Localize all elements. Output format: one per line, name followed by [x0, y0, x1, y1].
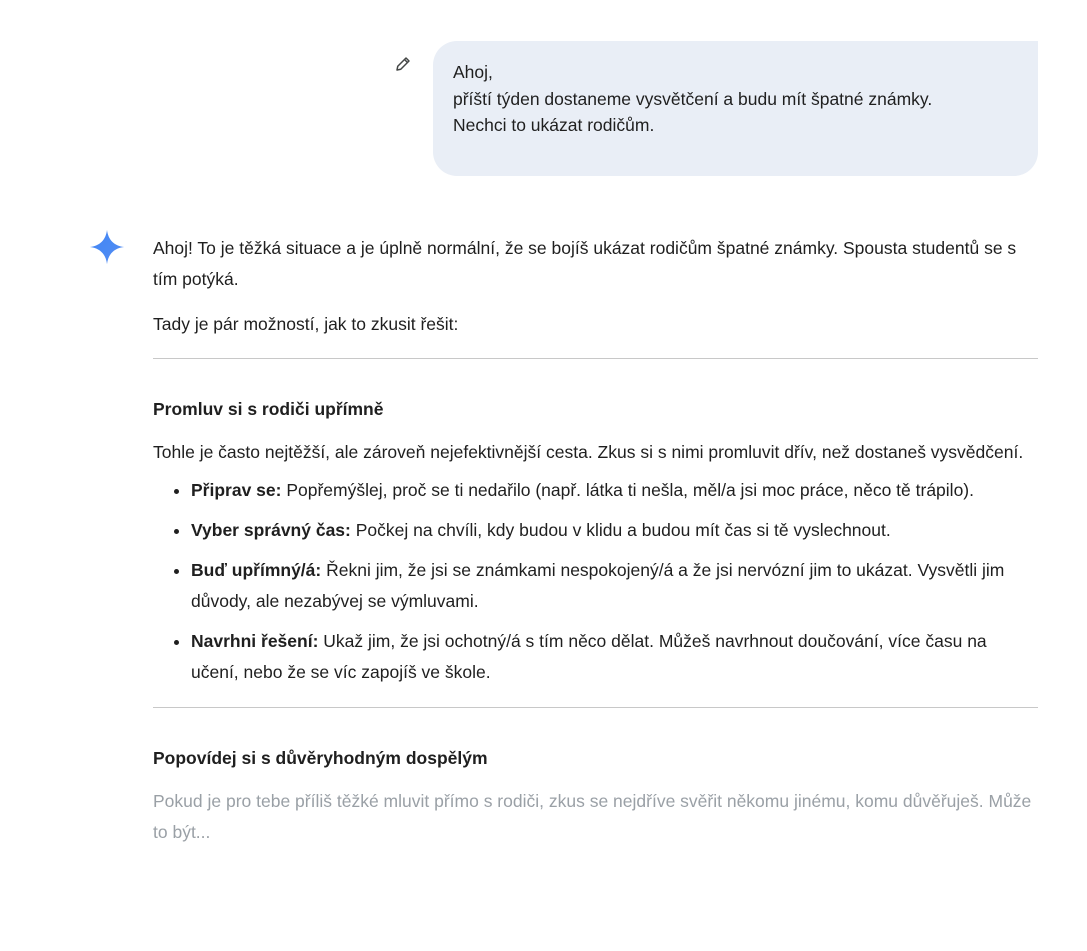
response-intro: Ahoj! To je těžká situace a je úplně normální, že se bojíš ukázat rodičům špatné známky. Spousta studentů se s tím potýká.	[153, 238, 1017, 289]
list-item	[191, 626, 1038, 688]
gemini-sparkle-icon	[88, 228, 126, 266]
list-item	[191, 555, 1038, 617]
section-text: Tohle je často nejtěžší, ale zároveň nejefektivnější cesta. Zkus si s nimi promluvit dřív, než dostaneš vysvědčení.	[153, 442, 1024, 462]
pencil-icon	[394, 55, 412, 73]
tip-text: Řekni jim, že jsi se známkami nespokojený/á a že jsi nervózní jim to ukázat. Vysvětli jim důvody, ale nezabývej se výmluvami.	[191, 560, 1005, 611]
section-divider	[153, 707, 1038, 708]
tip-label: Připrav se:	[191, 480, 282, 500]
user-message-line: příští týden dostaneme vysvětčení a budu mít špatné známky.	[453, 88, 933, 109]
user-message-bubble	[433, 41, 1038, 176]
assistant-response	[153, 233, 1038, 848]
user-message-line: Nechci to ukázat rodičům.	[453, 115, 655, 135]
tip-text: Počkej na chvíli, kdy budou v klidu a budou mít čas si tě vyslechnout.	[350, 520, 891, 540]
tips-list	[153, 475, 1038, 688]
tip-label: Buď upřímný/á:	[191, 560, 322, 580]
user-message-line: Ahoj,	[453, 62, 493, 82]
section-heading: Popovídej si s důvěryhodným dospělým	[153, 748, 488, 768]
response-lead: Tady je pár možností, jak to zkusit řešit:	[153, 314, 459, 334]
tip-label: Navrhni řešení:	[191, 631, 319, 651]
section-divider	[153, 358, 1038, 359]
tip-text: Ukaž jim, že jsi ochotný/á s tím něco dělat. Můžeš navrhnout doučování, více času na učení, nebo že se víc zapojíš ve škole.	[191, 631, 987, 682]
section-heading: Promluv si s rodiči upřímně	[153, 399, 384, 419]
section-text: Pokud je pro tebe příliš těžké mluvit přímo s rodiči, zkus se nejdříve svěřit někomu jinému, komu důvěřuješ. Může to být...	[153, 791, 1032, 842]
tip-text: Popřemýšlej, proč se ti nedařilo (např. látka ti nešla, měl/a jsi moc práce, něco tě trápilo).	[281, 480, 974, 500]
edit-message-button[interactable]	[392, 53, 414, 75]
list-item	[191, 475, 1038, 506]
tip-label: Vyber správný čas:	[191, 520, 351, 540]
list-item	[191, 515, 1038, 546]
